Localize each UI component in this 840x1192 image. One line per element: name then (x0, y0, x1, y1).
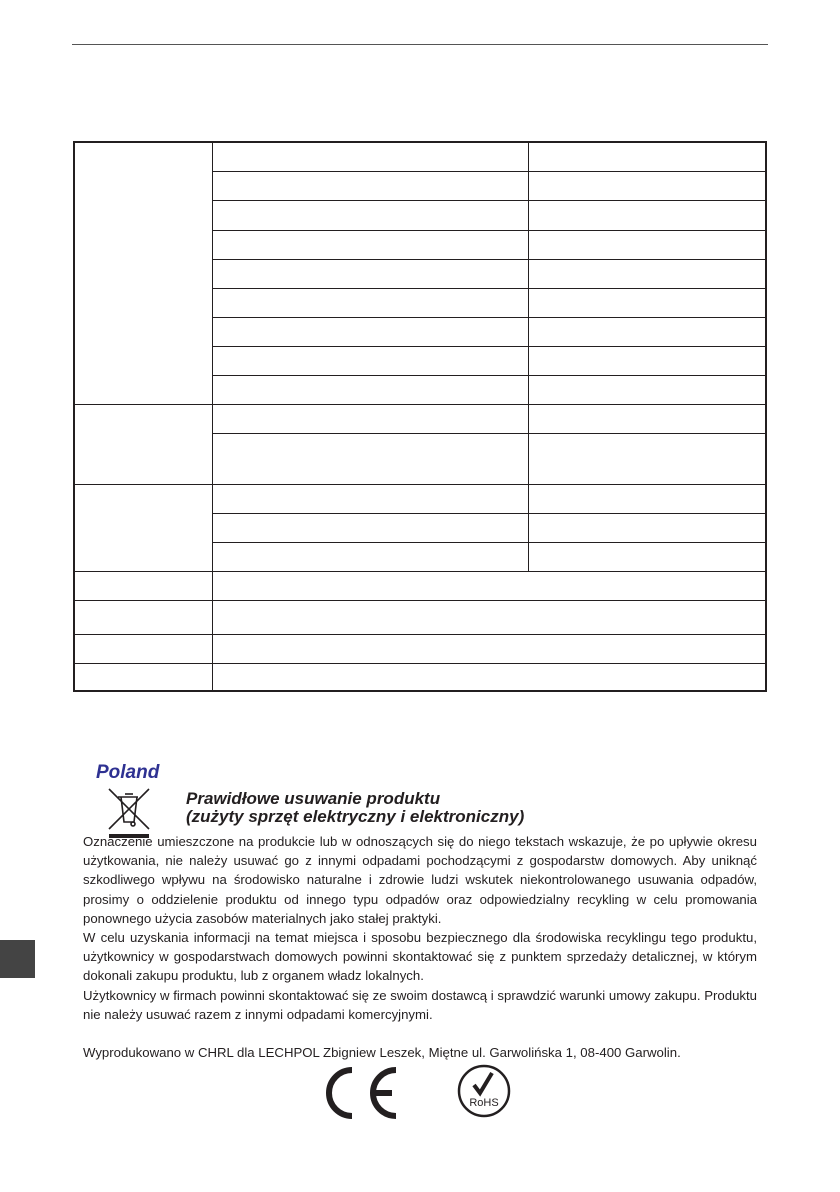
spec-cell (529, 317, 767, 346)
spec-label-cell (74, 600, 213, 634)
title-line: Prawidłowe usuwanie produktu (186, 789, 441, 808)
spec-cell (213, 542, 529, 571)
spec-cell (529, 375, 767, 404)
header-rule (72, 44, 768, 45)
weee-body (83, 832, 757, 1024)
spec-cell (529, 513, 767, 542)
spec-cell (213, 404, 529, 433)
manufacturer-note: Wyprodukowano w CHRL dla LECHPOL Zbigniew Leszek, Miętne ul. Garwolińska 1, 08-400 Garwolin. (83, 1045, 681, 1061)
spec-cell (213, 433, 529, 484)
weee-text-flow (83, 832, 757, 1062)
weee-title (186, 790, 524, 826)
spec-table (73, 141, 767, 692)
spec-cell (213, 259, 529, 288)
spec-cell (529, 142, 767, 171)
paragraph: Oznaczenie umieszczone na produkcie lub w odnoszących się do niego tekstach wskazuje, że po upływie okresu użytkowania, nie należy usuwać go z innymi odpadami pochodzącymi z gospodarstw domowych. Aby uniknąć szkodliwego wpływu na środowisko naturalne i zdrowie ludzi wskutek niekontrolowanego usuwania odpadów, prosimy o oddzielenie produktu od innego typu odpadów oraz odpowiedzialny recykling w celu promowania ponownego użycia zasobów materialnych jako stałej praktyki. (83, 834, 757, 926)
spec-label-cell (74, 663, 213, 691)
spec-cell (213, 200, 529, 230)
spec-group-cell (74, 142, 213, 404)
spec-cell (529, 171, 767, 200)
spec-cell (213, 484, 529, 513)
spec-wide-cell (213, 571, 767, 600)
spec-label-cell (74, 634, 213, 663)
spec-cell (213, 513, 529, 542)
paragraph: W celu uzyskania informacji na temat miejsca i sposobu bezpiecznego dla środowiska recyklingu tego produktu, użytkownicy w gospodarstwach domowych powinni skontaktować się z punktem sprzedaży detalicznej, w którym dokonali zakupu produktu, lub z organem władz lokalnych. (83, 930, 757, 984)
spec-group-cell (74, 404, 213, 484)
spec-cell (529, 484, 767, 513)
spec-cell (529, 259, 767, 288)
rohs-label: RoHS (469, 1097, 499, 1109)
spec-wide-cell (213, 634, 767, 663)
title-line: (zużyty sprzęt elektryczny i elektroniczny) (186, 807, 525, 826)
spec-cell (529, 433, 767, 484)
spec-cell (529, 542, 767, 571)
spec-cell (213, 171, 529, 200)
spec-cell (213, 288, 529, 317)
ce-mark-icon (322, 1067, 398, 1119)
spec-cell (213, 317, 529, 346)
spec-wide-cell (213, 663, 767, 691)
spec-cell (529, 404, 767, 433)
spec-cell (213, 375, 529, 404)
spec-cell (529, 288, 767, 317)
rohs-mark-icon (456, 1063, 512, 1119)
spec-cell (529, 200, 767, 230)
spec-wide-cell (213, 600, 767, 634)
spec-cell (529, 230, 767, 259)
country-label: Poland (96, 762, 160, 783)
spec-cell (213, 230, 529, 259)
spec-cell (213, 142, 529, 171)
spec-label-cell (74, 571, 213, 600)
language-tab (0, 940, 35, 978)
spec-group-cell (74, 484, 213, 571)
paragraph: Użytkownicy w firmach powinni skontaktować się ze swoim dostawcą i sprawdzić warunki umowy zakupu. Produktu nie należy usuwać razem z innymi odpadami komercyjnymi. (83, 987, 757, 1022)
spec-cell (213, 346, 529, 375)
spec-cell (529, 346, 767, 375)
